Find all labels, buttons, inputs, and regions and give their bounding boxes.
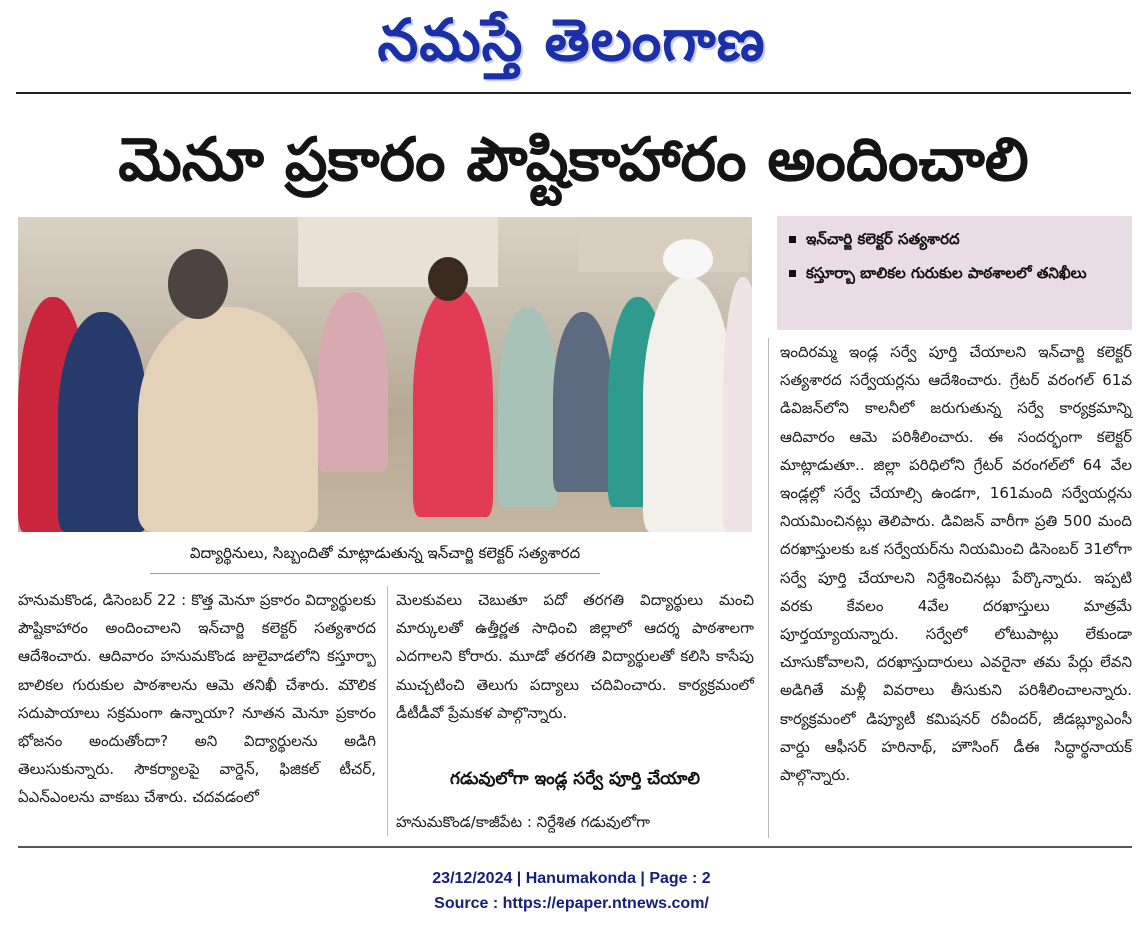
highlight-item: ఇన్‌చార్జి కలెక్టర్ సత్యశారద: [789, 226, 1125, 252]
article-column-2-continued: [396, 808, 754, 838]
photo-caption: విద్యార్థినులు, సిబ్బందితో మాట్లాడుతున్న ఇన్‌చార్జి కలెక్టర్ సత్యశారద: [189, 544, 581, 562]
masthead-divider: [16, 92, 1131, 94]
highlights-box: [777, 216, 1132, 330]
footer-source-link[interactable]: Source : https://epaper.ntnews.com/: [434, 895, 709, 912]
footer-divider: [18, 846, 1132, 848]
article-subheading: గడువులోగా ఇండ్ల సర్వే పూర్తి చేయాలి: [450, 769, 700, 789]
masthead-logo: నమస్తే తెలంగాణ: [377, 6, 766, 74]
article-column-1: [18, 586, 376, 836]
bullet-icon: [789, 236, 796, 243]
column-divider: [768, 338, 769, 838]
bullet-icon: [789, 270, 796, 277]
article-paragraph: హనుమకొండ, డిసెంబర్ 22 : కొత్త మెనూ ప్రకారం విద్యార్థులకు పౌష్టికాహారం అందించాలని ఇన్‌చార్జి కలెక్టర్ సత్యశారద ఆదేశించారు. ఆదివారం హనుమకొండ జులైవాడలోని కస్తూర్బా బాలికల గురుకుల పాఠశాలను ఆమె తనిఖీ చేశారు. మౌలిక సదుపాయాలు సక్రమంగా ఉన్నాయా? నూతన మెనూ ప్రకారం భోజనం అందుతోందా? అని విద్యార్థులను అడిగి తెలుసుకున్నారు. సౌకర్యాలపై వార్డెన్, ఫిజికల్ టీచర్, ఏఎన్ఎంలను వాకబు చేశారు. చదవడంలో: [18, 591, 376, 807]
footer-date-line: 23/12/2024 | Hanumakonda | Page : 2: [432, 870, 711, 887]
news-photo: [18, 217, 752, 532]
column-divider: [387, 586, 388, 836]
article-paragraph: ఇందిరమ్మ ఇండ్ల సర్వే పూర్తి చేయాలని ఇన్‌చార్జి కలెక్టర్ సత్యశారద సర్వేయర్లను ఆదేశించారు. గ్రేటర్ వరంగల్ 61వ డివిజన్‌లోని కాలనీలో జరుగుతున్న సర్వే కార్యక్రమాన్ని ఆదివారం ఆమె పరిశీలించారు. ఈ సందర్భంగా కలెక్టర్ మాట్లాడుతూ.. జిల్లా పరిధిలోని గ్రేటర్ వరంగల్‌లో 64 వేల ఇండ్లల్లో సర్వే చేయాల్సి ఉండగా, 161మంది సర్వేయర్లను నియమించినట్లు తెలిపారు. డివిజన్ వారీగా ప్రతి 500 మంది దరఖాస్తులకు ఒక సర్వేయర్‌ను నియమించి డిసెంబర్ 31లోగా సర్వే పూర్తి చేయాలని నిర్దేశించినట్లు పేర్కొన్నారు. ఇప్పటి వరకు కేవలం 4వేల దరఖాస్తులు మాత్రమే పూర్తయ్యాయన్నారు. సర్వేలో లోటుపాట్లు లేకుండా చూసుకోవాలని, దరఖాస్తుదారులు ఎవరైనా తమ పేర్లు లేవని అడిగితే మళ్లీ వివరాలు తీసుకుని పరిశీలించాలన్నారు. కార్యక్రమంలో డిప్యూటీ కమిషనర్ రవీందర్, జీడబ్ల్యూఎంసీ వార్డు ఆఫీసర్ హరినాథ్, హౌసింగ్ డీఈ సిద్ధార్థనాయక్ పాల్గొన్నారు.: [780, 343, 1132, 785]
highlight-item: కస్తూర్బా బాలికల గురుకుల పాఠశాలలో తనిఖీలు: [789, 260, 1125, 286]
caption-divider: [150, 573, 600, 574]
headline: మెనూ ప్రకారం పౌష్టికాహారం అందించాలి: [118, 125, 1029, 195]
article-column-2: [396, 586, 754, 748]
article-column-3: [780, 338, 1132, 838]
article-paragraph: మెలకువలు చెబుతూ పదో తరగతి విద్యార్థులు మంచి మార్కులతో ఉత్తీర్ణత సాధించి జిల్లాలో ఆదర్శ పాఠశాలగా ఎదగాలని కోరారు. మూడో తరగతి విద్యార్థులతో కలిసి కాసేపు ముచ్చటించి తెలుగు పద్యాలు చదివించారు. కార్యక్రమంలో డీటీడీవో ప్రేమకళ పాల్గొన్నారు.: [396, 591, 754, 722]
article-paragraph: హనుమకొండ/కాజీపేట : నిర్దేశిత గడువులోగా: [396, 813, 651, 831]
